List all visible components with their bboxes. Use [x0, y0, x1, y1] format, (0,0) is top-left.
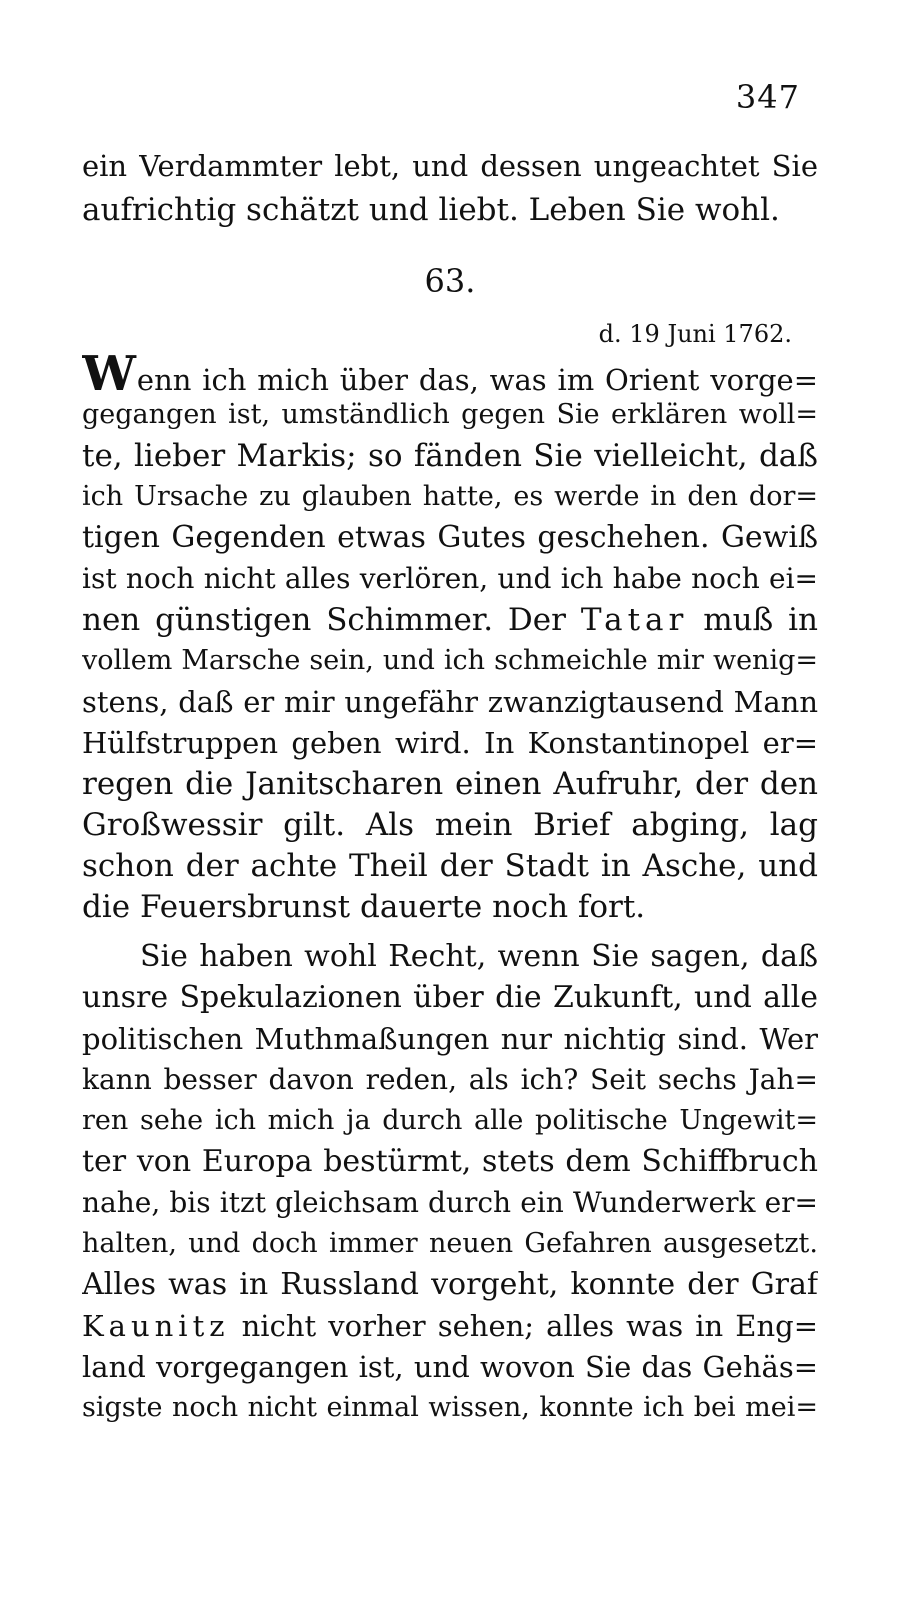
- body-line: ich Ursache zu glauben hatte, es werde in den dor=: [82, 481, 818, 512]
- body-line: gegangen ist, umständlich gegen Sie erklären woll=: [82, 399, 818, 430]
- body-line-text: muß in: [703, 602, 818, 638]
- body-line: ist noch nicht alles verlören, und ich habe noch ei=: [82, 562, 818, 595]
- body-line: land vorgegangen ist, und wovon Sie das Gehäs=: [82, 1350, 818, 1384]
- body-line: [82, 600, 818, 640]
- prev-letter-line-1: ein Verdammter lebt, und dessen ungeachtet Sie: [82, 149, 818, 183]
- body-line-text: nicht vorher sehen; alles was in Eng=: [241, 1309, 818, 1343]
- body-line: sigste noch nicht einmal wissen, konnte ich bei mei=: [82, 1392, 818, 1423]
- body-line: nahe, bis itzt gleichsam durch ein Wunderwerk er=: [82, 1186, 818, 1219]
- drop-initial: W: [82, 354, 136, 400]
- letter-number: 63.: [424, 262, 476, 300]
- body-line: Alles was in Russland vorgeht, konnte der Graf: [82, 1267, 818, 1302]
- body-line: schon der achte Theil der Stadt in Asche, und: [82, 848, 818, 884]
- body-line: [82, 1306, 818, 1346]
- prev-letter-line-2: aufrichtig schätzt und liebt. Leben Sie wohl.: [82, 192, 780, 228]
- body-line: vollem Marsche sein, und ich schmeichle mir wenig=: [82, 645, 818, 676]
- body-line-text: nen günstigen Schimmer. Der: [82, 602, 566, 638]
- emphasized-name-kaunitz: Kaunitz: [82, 1309, 230, 1343]
- body-line-text: enn ich mich über das, was im Orient vorge=: [136, 363, 818, 397]
- emphasized-name-tatar: Tatar: [580, 602, 689, 638]
- body-line: Sie haben wohl Recht, wenn Sie sagen, daß: [140, 939, 818, 974]
- body-line: halten, und doch immer neuen Gefahren ausgesetzt.: [82, 1228, 818, 1259]
- body-line: tigen Gegenden etwas Gutes geschehen. Gewiß: [82, 520, 818, 555]
- body-line: unsre Spekulazionen über die Zukunft, und alle: [82, 980, 818, 1015]
- page-number: 347: [735, 78, 800, 116]
- body-line: die Feuersbrunst dauerte noch fort.: [82, 889, 646, 925]
- body-line: [82, 354, 818, 400]
- letter-date: d. 19 Juni 1762.: [598, 320, 792, 348]
- body-line: Hülfstruppen geben wird. In Konstantinopel er=: [82, 726, 818, 760]
- body-line: te, lieber Markis; so fänden Sie vielleicht, daß: [82, 438, 818, 474]
- body-line: politischen Muthmaßungen nur nichtig sind. Wer: [82, 1022, 818, 1056]
- body-line: Großwessir gilt. Als mein Brief abging, lag: [82, 807, 818, 843]
- body-line: kann besser davon reden, als ich? Seit sechs Jah=: [82, 1063, 818, 1096]
- body-line: stens, daß er mir ungefähr zwanzigtausend Mann: [82, 685, 818, 719]
- body-line: ren sehe ich mich ja durch alle politische Ungewit=: [82, 1105, 818, 1136]
- body-line: ter von Europa bestürmt, stets dem Schiffbruch: [82, 1144, 818, 1179]
- body-line: regen die Janitscharen einen Aufruhr, der den: [82, 766, 818, 802]
